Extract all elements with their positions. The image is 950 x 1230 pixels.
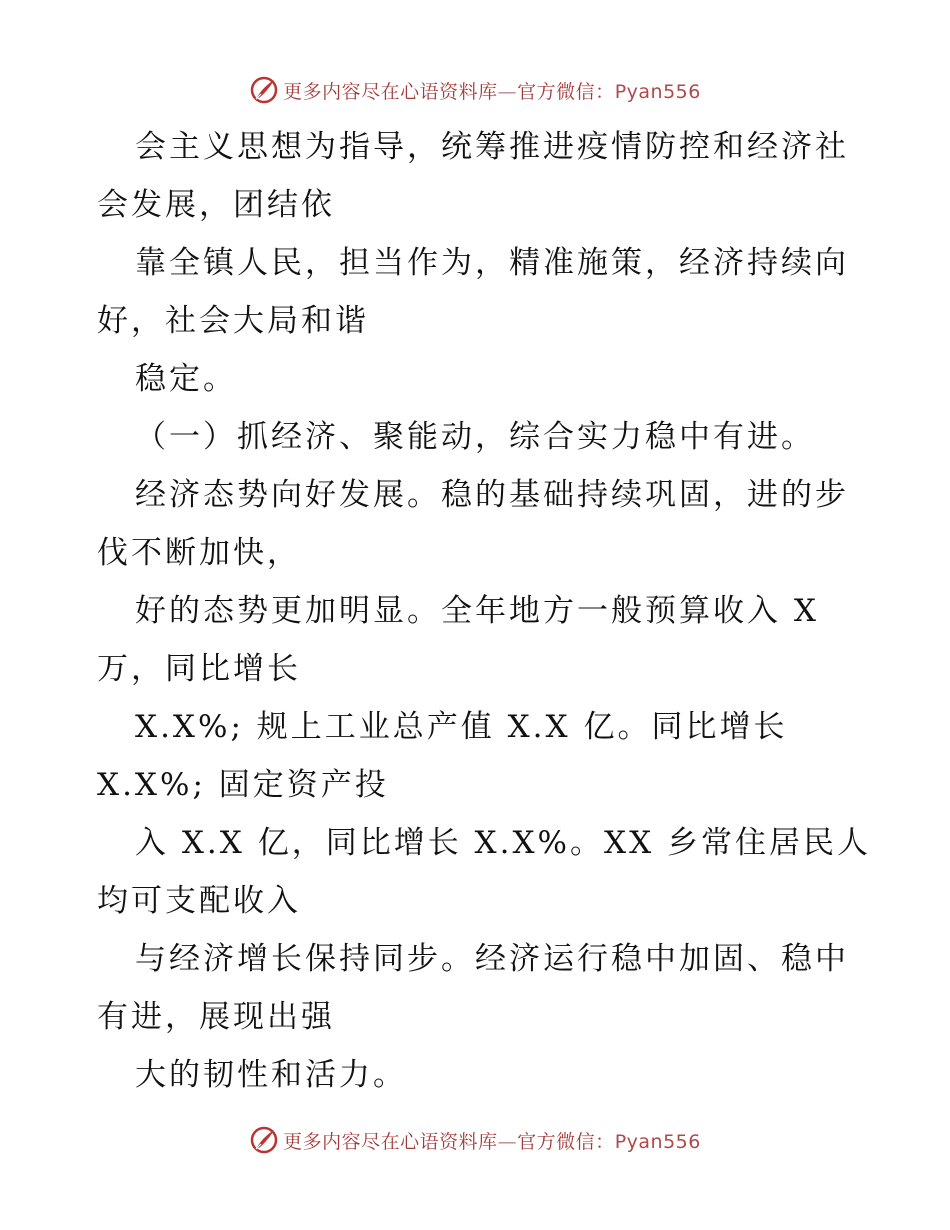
section-heading: （一）抓经济、聚能动，综合实力稳中有进。 bbox=[135, 419, 815, 455]
watermark-text: 更多内容尽在心语资料库—官方微信：Pyan556 bbox=[283, 80, 701, 103]
feather-pen-icon bbox=[249, 75, 279, 105]
document-body bbox=[97, 118, 871, 1104]
paragraph: 会主义思想为指导，统筹推进疫情防控和经济社 会发展，团结依 bbox=[97, 129, 849, 223]
paragraph: 入 X.X 亿，同比增长 X.X%。XX 乡常住居民人 均可支配收入 bbox=[97, 825, 871, 919]
paragraph: 经济态势向好发展。稳的基础持续巩固，进的步 伐不断加快， bbox=[97, 477, 849, 571]
header-watermark bbox=[0, 70, 950, 110]
paragraph: 好的态势更加明显。全年地方一般预算收入 X 万，同比增长 bbox=[97, 593, 819, 687]
watermark-text: 更多内容尽在心语资料库—官方微信：Pyan556 bbox=[283, 1130, 701, 1153]
paragraph: 稳定。 bbox=[135, 361, 237, 397]
paragraph: 靠全镇人民，担当作为，精准施策，经济持续向 好，社会大局和谐 bbox=[97, 245, 849, 339]
footer-watermark bbox=[0, 1120, 950, 1160]
paragraph: X.X%; 规上工业总产值 X.X 亿。同比增长 X.X%; 固定资产投 bbox=[97, 709, 788, 803]
feather-pen-icon bbox=[249, 1125, 279, 1155]
paragraph: 大的韧性和活力。 bbox=[135, 1057, 407, 1093]
paragraph: 与经济增长保持同步。经济运行稳中加固、稳中 有进，展现出强 bbox=[97, 941, 849, 1035]
